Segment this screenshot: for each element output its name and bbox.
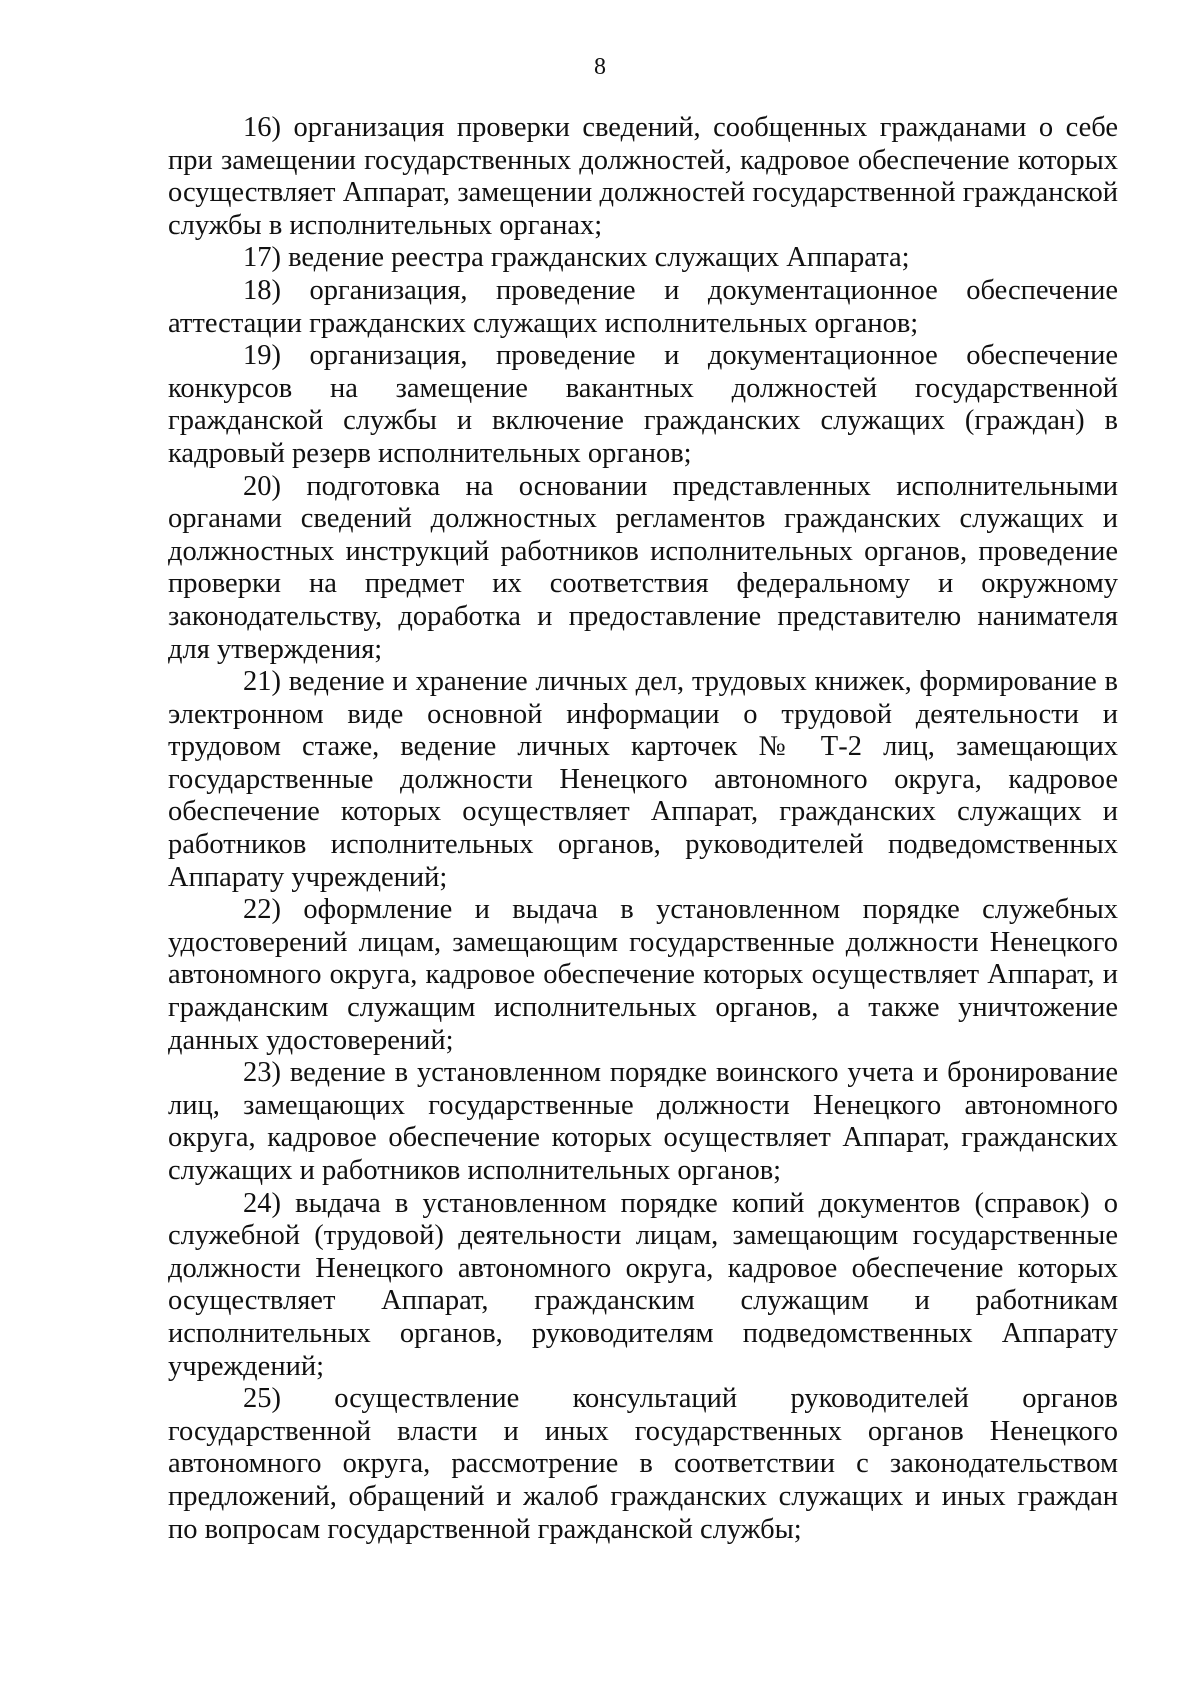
list-item-16: 16) организация проверки сведений, сообщенных гражданами о себе при замещении государственных должностей, кадровое обеспечение которых осуществляет Аппарат, замещении должностей государственной гражданской службы в исполнительных органах; <box>168 112 1118 241</box>
list-item-19: 19) организация, проведение и документационное обеспечение конкурсов на замещение вакантных должностей государственной гражданской службы и включение гражданских служащих (граждан) в кадровый резерв исполнительных органов; <box>168 340 1118 469</box>
list-item-21: 21) ведение и хранение личных дел, трудовых книжек, формирование в электронном виде основной информации о трудовой деятельности и трудовом стаже, ведение личных карточек № Т-2 лиц, замещающих государственные должности Ненецкого автономного округа, кадровое обеспечение которых осуществляет Аппарат, гражданских служащих и работников исполнительных органов, руководителей подведомственных Аппарату учреждений; <box>168 666 1118 893</box>
list-item-20: 20) подготовка на основании представленных исполнительными органами сведений должностных регламентов гражданских служащих и должностных инструкций работников исполнительных органов, проведение проверки на предмет их соответствия федеральному и окружному законодательству, доработка и предоставление представителю нанимателя для утверждения; <box>168 470 1118 665</box>
list-item-23: 23) ведение в установленном порядке воинского учета и бронирование лиц, замещающих государственные должности Ненецкого автономного округа, кадровое обеспечение которых осуществляет Аппарат, гражданских служащих и работников исполнительных органов; <box>168 1057 1118 1186</box>
list-item-25: 25) осуществление консультаций руководителей органов государственной власти и иных государственных органов Ненецкого автономного округа, рассмотрение в соответствии с законодательством предложений, обращений и жалоб гражданских служащих и иных граждан по вопросам государственной гражданской службы; <box>168 1383 1118 1545</box>
list-item-17: 17) ведение реестра гражданских служащих Аппарата; <box>243 242 910 274</box>
page-number: 8 <box>594 54 606 80</box>
list-item-24: 24) выдача в установленном порядке копий документов (справок) о служебной (трудовой) деятельности лицам, замещающим государственные должности Ненецкого автономного округа, кадровое обеспечение которых осуществляет Аппарат, гражданским служащим и работникам исполнительных органов, руководителям подведомственных Аппарату учреждений; <box>168 1187 1118 1382</box>
list-item-22: 22) оформление и выдача в установленном порядке служебных удостоверений лицам, замещающим государственные должности Ненецкого автономного округа, кадровое обеспечение которых осуществляет Аппарат, и гражданским служащим исполнительных органов, а также уничтожение данных удостоверений; <box>168 894 1118 1056</box>
document-body <box>168 112 1118 1546</box>
list-item-18: 18) организация, проведение и документационное обеспечение аттестации гражданских служащих исполнительных органов; <box>168 274 1118 339</box>
